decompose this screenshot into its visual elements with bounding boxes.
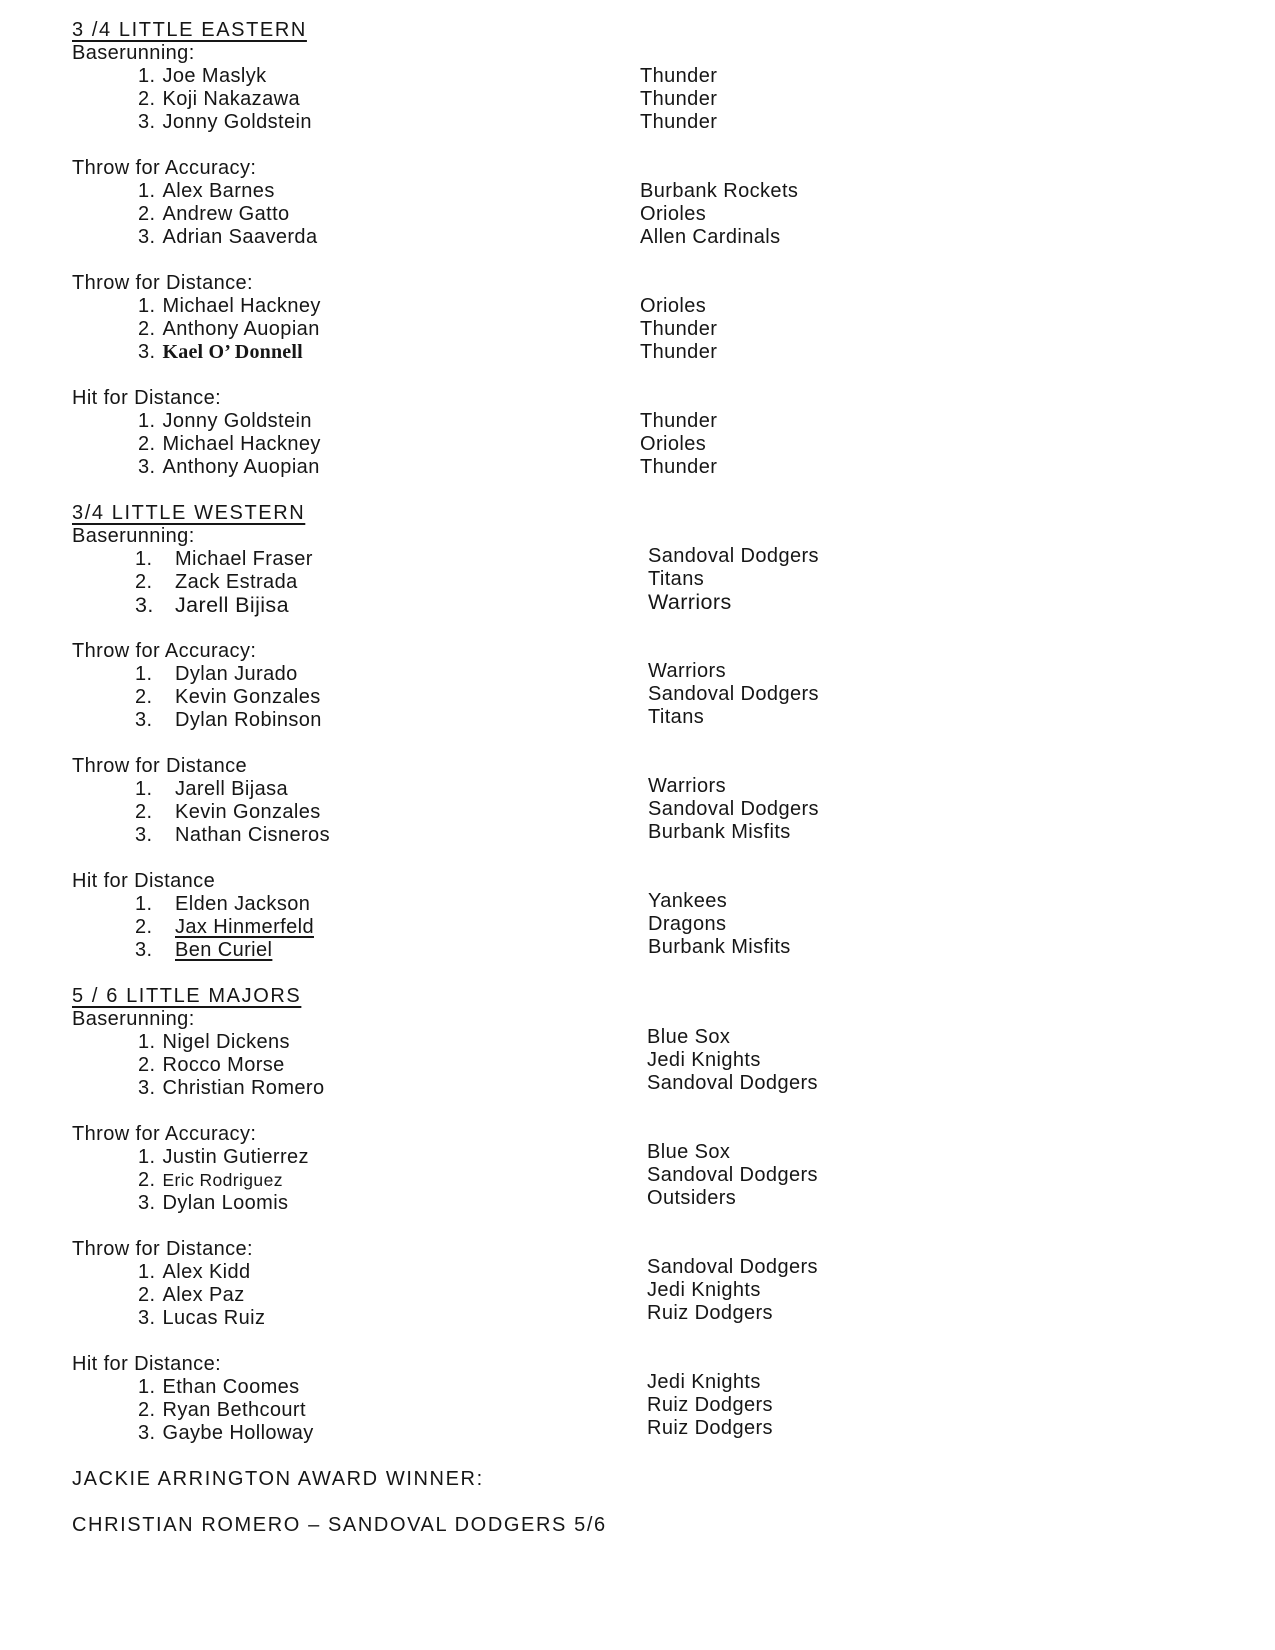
team-name: Thunder — [640, 318, 718, 340]
player-name: Jarell Bijisa — [175, 593, 289, 617]
rank-number: 3. — [138, 1077, 156, 1099]
rank-number: 3. — [135, 593, 154, 617]
result-row — [72, 318, 1245, 341]
rank-number: 1. — [135, 548, 153, 570]
team-name: Blue Sox — [647, 1141, 731, 1163]
team-name: Orioles — [640, 295, 707, 317]
result-row — [72, 433, 1245, 456]
player-name: Jonny Goldstein — [162, 410, 312, 432]
player-name: Koji Nakazawa — [162, 88, 300, 110]
result-row — [72, 295, 1245, 318]
team-name: Blue Sox — [647, 1026, 731, 1048]
player-name: Dylan Jurado — [175, 663, 298, 685]
rank-number: 2. — [138, 203, 156, 225]
player-name: Anthony Auopian — [162, 456, 320, 478]
category-block — [72, 272, 1245, 364]
team-name: Burbank Rockets — [640, 180, 799, 202]
team-name: Orioles — [640, 203, 707, 225]
sections-container — [72, 19, 1245, 1445]
team-name: Jedi Knights — [647, 1279, 761, 1301]
team-name: Orioles — [640, 433, 707, 455]
category-label: Baserunning: — [72, 42, 195, 64]
section-3-4-little-western — [72, 502, 1245, 962]
rank-number: 3. — [138, 1192, 156, 1214]
player-name: Rocco Morse — [162, 1054, 285, 1076]
category-block — [72, 157, 1245, 249]
team-name: Sandoval Dodgers — [648, 545, 819, 567]
rank-number: 2. — [138, 1399, 156, 1421]
player-name: Lucas Ruiz — [162, 1307, 266, 1329]
result-row — [72, 821, 1245, 847]
team-name: Sandoval Dodgers — [647, 1256, 818, 1278]
jackie-arrington-award-label: JACKIE ARRINGTON AWARD WINNER: — [72, 1468, 484, 1490]
result-row — [72, 936, 1245, 962]
category-block — [72, 1353, 1245, 1445]
rank-number: 1. — [138, 295, 156, 317]
team-name: Ruiz Dodgers — [647, 1417, 773, 1439]
player-name: Kevin Gonzales — [175, 686, 321, 708]
category-block — [72, 1123, 1245, 1215]
team-name: Sandoval Dodgers — [648, 683, 819, 705]
rank-number: 2. — [138, 433, 156, 455]
category-block — [72, 755, 1245, 847]
player-name: Dylan Loomis — [162, 1192, 289, 1214]
player-name: Alex Paz — [162, 1284, 245, 1306]
result-row — [72, 456, 1245, 479]
player-name: Christian Romero — [162, 1077, 325, 1099]
player-name: Alex Kidd — [162, 1261, 251, 1283]
section-heading — [72, 985, 1245, 1008]
player-name: Michael Fraser — [175, 548, 313, 570]
player-name: Gaybe Holloway — [162, 1422, 314, 1444]
result-row — [72, 111, 1245, 134]
result-row — [72, 706, 1245, 732]
team-name: Sandoval Dodgers — [647, 1164, 818, 1186]
team-name: Titans — [648, 706, 705, 728]
player-name: Zack Estrada — [175, 571, 298, 593]
team-name: Sandoval Dodgers — [648, 798, 819, 820]
result-row — [72, 1417, 1245, 1445]
team-name: Warriors — [648, 590, 732, 614]
result-row — [72, 226, 1245, 249]
player-name: Ethan Coomes — [162, 1376, 300, 1398]
rank-number: 1. — [135, 663, 153, 685]
result-row — [72, 88, 1245, 111]
section-heading — [72, 19, 1245, 42]
category-block — [72, 525, 1245, 617]
team-name: Thunder — [640, 341, 718, 363]
player-name: Ryan Bethcourt — [162, 1399, 306, 1421]
player-name: Dylan Robinson — [175, 709, 322, 731]
rank-number: 3. — [138, 1422, 156, 1444]
player-name: Ben Curiel — [175, 939, 273, 961]
rank-number: 3. — [138, 226, 156, 248]
category-label: Throw for Distance: — [72, 1238, 253, 1260]
team-name: Thunder — [640, 111, 718, 133]
section-heading-text: 3/4 LITTLE WESTERN — [72, 502, 306, 524]
rank-number: 3. — [135, 709, 153, 731]
rank-number: 1. — [138, 1146, 156, 1168]
team-name: Burbank Misfits — [648, 936, 791, 958]
rank-number: 1. — [138, 180, 156, 202]
rank-number: 2. — [138, 88, 156, 110]
section-heading-text: 5 / 6 LITTLE MAJORS — [72, 985, 302, 1007]
rank-number: 2. — [138, 1169, 156, 1191]
player-name: Elden Jackson — [175, 893, 311, 915]
team-name: Warriors — [648, 660, 727, 682]
category-label: Hit for Distance: — [72, 387, 222, 409]
result-row — [72, 410, 1245, 433]
team-name: Burbank Misfits — [648, 821, 791, 843]
category-label: Baserunning: — [72, 1008, 195, 1030]
player-name: Jax Hinmerfeld — [175, 916, 314, 938]
team-name: Yankees — [648, 890, 728, 912]
category-label: Baserunning: — [72, 525, 195, 547]
award-results-document — [72, 19, 1245, 1537]
rank-number: 2. — [135, 916, 153, 938]
rank-number: 1. — [138, 1376, 156, 1398]
category-label: Throw for Distance: — [72, 272, 253, 294]
jackie-arrington-award-winner: CHRISTIAN ROMERO – SANDOVAL DODGERS 5/6 — [72, 1514, 607, 1536]
category-block — [72, 387, 1245, 479]
player-name: Adrian Saaverda — [162, 226, 318, 248]
rank-number: 2. — [135, 801, 153, 823]
team-name: Ruiz Dodgers — [647, 1394, 773, 1416]
team-name: Titans — [648, 568, 705, 590]
team-name: Thunder — [640, 410, 718, 432]
player-name: Anthony Auopian — [162, 318, 320, 340]
rank-number: 3. — [135, 939, 153, 961]
player-name: Michael Hackney — [162, 295, 321, 317]
category-label: Throw for Distance — [72, 755, 248, 777]
result-row — [72, 203, 1245, 226]
rank-number: 1. — [138, 1261, 156, 1283]
player-name: Justin Gutierrez — [162, 1146, 309, 1168]
rank-number: 2. — [135, 686, 153, 708]
rank-number: 1. — [138, 65, 156, 87]
category-block — [72, 870, 1245, 962]
team-name: Thunder — [640, 88, 718, 110]
team-name: Jedi Knights — [647, 1371, 761, 1393]
category-label: Throw for Accuracy: — [72, 640, 257, 662]
player-name: Nigel Dickens — [162, 1031, 290, 1053]
rank-number: 1. — [135, 778, 153, 800]
rank-number: 2. — [138, 1284, 156, 1306]
player-name: Nathan Cisneros — [175, 824, 330, 846]
player-name: Alex Barnes — [162, 180, 275, 202]
player-name: Eric Rodriguez — [162, 1170, 283, 1190]
rank-number: 3. — [138, 111, 156, 133]
section-5-6-little-majors — [72, 985, 1245, 1445]
category-label: Throw for Accuracy: — [72, 157, 257, 179]
team-name: Ruiz Dodgers — [647, 1302, 773, 1324]
team-name: Allen Cardinals — [640, 226, 781, 248]
rank-number: 1. — [138, 410, 156, 432]
result-row — [72, 590, 1245, 617]
category-label: Hit for Distance — [72, 870, 216, 892]
player-name: Kael O’ Donnell — [162, 341, 303, 363]
rank-number: 3. — [138, 1307, 156, 1329]
team-name: Outsiders — [647, 1187, 737, 1209]
player-name: Andrew Gatto — [162, 203, 290, 225]
result-row — [72, 341, 1245, 364]
result-row — [72, 1187, 1245, 1215]
team-name: Thunder — [640, 65, 718, 87]
rank-number: 2. — [138, 318, 156, 340]
section-3-4-little-eastern — [72, 19, 1245, 479]
team-name: Jedi Knights — [647, 1049, 761, 1071]
team-name: Thunder — [640, 456, 718, 478]
category-label: Hit for Distance: — [72, 1353, 222, 1375]
rank-number: 3. — [138, 341, 156, 363]
result-row — [72, 1302, 1245, 1330]
player-name: Jonny Goldstein — [162, 111, 312, 133]
team-name: Dragons — [648, 913, 727, 935]
result-row — [72, 65, 1245, 88]
player-name: Joe Maslyk — [162, 65, 267, 87]
team-name: Warriors — [648, 775, 727, 797]
rank-number: 2. — [138, 1054, 156, 1076]
rank-number: 3. — [138, 456, 156, 478]
rank-number: 2. — [135, 571, 153, 593]
result-row — [72, 1072, 1245, 1100]
player-name: Jarell Bijasa — [175, 778, 289, 800]
category-label: Throw for Accuracy: — [72, 1123, 257, 1145]
player-name: Michael Hackney — [162, 433, 321, 455]
rank-number: 1. — [135, 893, 153, 915]
team-name: Sandoval Dodgers — [647, 1072, 818, 1094]
player-name: Kevin Gonzales — [175, 801, 321, 823]
result-row — [72, 180, 1245, 203]
rank-number: 1. — [138, 1031, 156, 1053]
section-heading — [72, 502, 1245, 525]
category-block — [72, 640, 1245, 732]
category-block — [72, 1008, 1245, 1100]
category-block — [72, 1238, 1245, 1330]
category-block — [72, 42, 1245, 134]
section-heading-text: 3 /4 LITTLE EASTERN — [72, 19, 307, 41]
rank-number: 3. — [135, 824, 153, 846]
